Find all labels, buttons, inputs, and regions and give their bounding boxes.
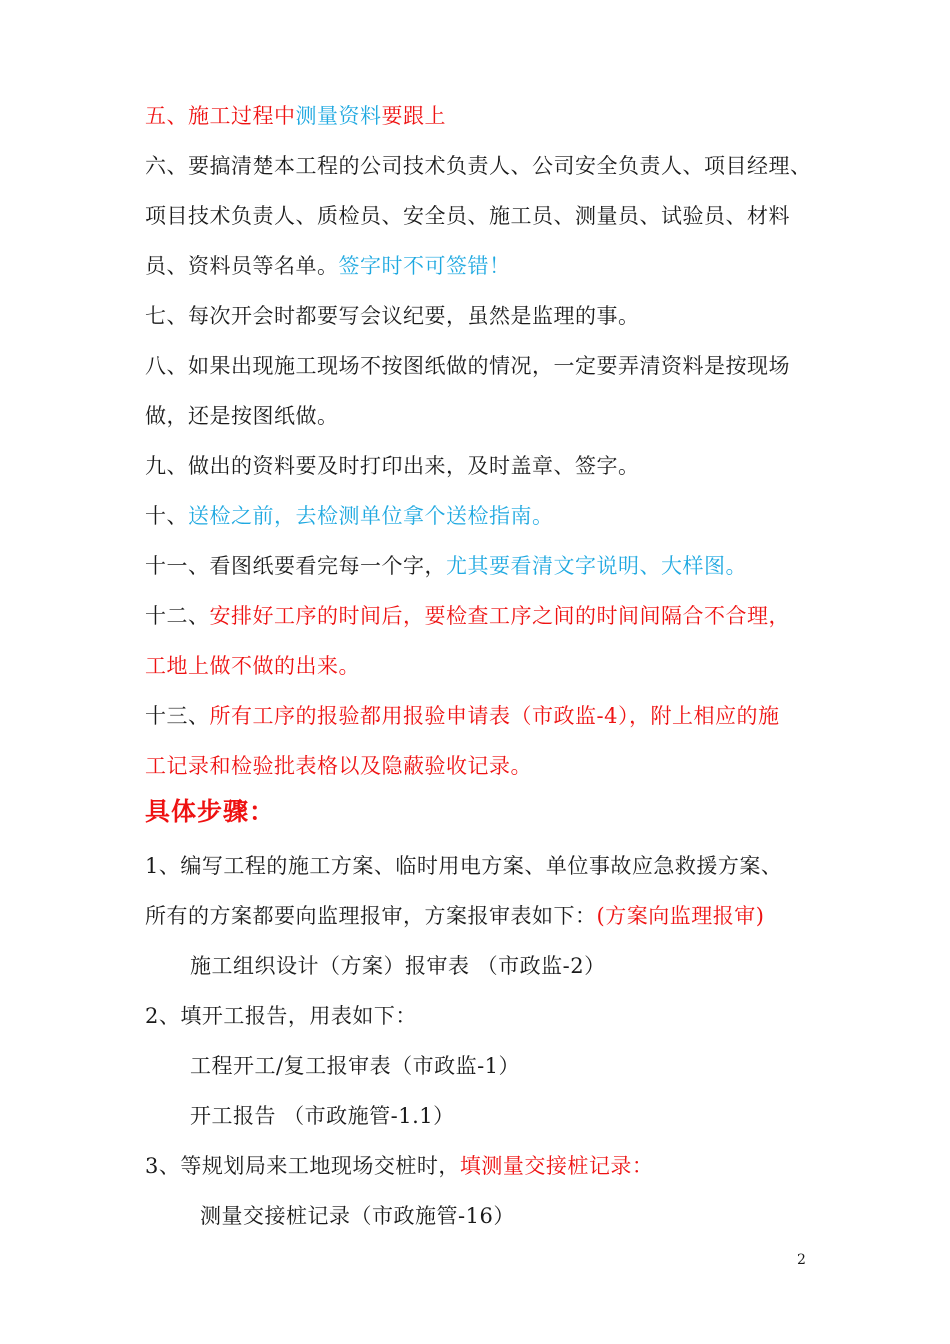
item-eight-text2: 做，还是按图纸做。 (145, 404, 339, 428)
item-nine (145, 452, 640, 480)
item-six-line1 (145, 152, 812, 180)
step-two-form2-text: 开工报告 （市政施管-1.1） (190, 1104, 455, 1128)
step-two-form1-text: 工程开工/复工报审表（市政监-1） (190, 1054, 521, 1078)
item-eleven (145, 552, 747, 580)
item-thirteen-text2: 工记录和检验批表格以及隐蔽验收记录。 (145, 754, 532, 778)
step-one-form-text: 施工组织设计（方案）报审表 （市政监-2） (190, 954, 606, 978)
item-eight-line2 (145, 402, 339, 430)
item-ten-highlight: 送检之前，去检测单位拿个送检指南。 (188, 504, 554, 528)
item-nine-text: 九、做出的资料要及时打印出来，及时盖章、签字。 (145, 454, 640, 478)
item-five-tail: 要跟上 (381, 104, 446, 128)
item-thirteen-line1 (145, 702, 779, 730)
item-six-text2: 项目技术负责人、质检员、安全员、施工员、测量员、试验员、材料 (145, 204, 790, 228)
item-eleven-highlight: 尤其要看清文字说明、大样图。 (446, 554, 747, 578)
item-thirteen-line2 (145, 752, 532, 780)
step-three-lead: 3、等规划局来工地现场交桩时， (145, 1154, 460, 1178)
step-one-line2 (145, 902, 764, 930)
step-three-form-text: 测量交接桩记录（市政施管-16） (200, 1204, 515, 1228)
section-heading: 具体步骤： (145, 797, 276, 826)
item-thirteen-highlight: 所有工序的报验都用报验申请表（市政监-4），附上相应的施 (209, 704, 780, 728)
item-six-text3: 员、资料员等名单。 (145, 254, 339, 278)
step-two (145, 1002, 417, 1030)
step-one-form (190, 952, 606, 980)
item-twelve-highlight: 安排好工序的时间后，要检查工序之间的时间间隔合不合理， (209, 604, 790, 628)
item-six-warning: 签字时不可签错！ (338, 254, 511, 278)
item-eleven-lead: 十一、看图纸要看完每一个字， (145, 554, 446, 578)
step-two-form1 (190, 1052, 520, 1080)
item-five (145, 102, 446, 130)
step-two-text: 2、填开工报告，用表如下： (145, 1004, 417, 1028)
page-number: 2 (797, 1252, 806, 1268)
item-ten (145, 502, 554, 530)
item-seven (145, 302, 640, 330)
item-eight-line1 (145, 352, 790, 380)
item-twelve-line2 (145, 652, 360, 680)
step-one-note: (方案向监理报审) (596, 904, 765, 928)
step-three-highlight: 填测量交接桩记录： (459, 1154, 654, 1178)
step-three (145, 1152, 653, 1180)
item-six-text1: 六、要搞清楚本工程的公司技术负责人、公司安全负责人、项目经理、 (145, 154, 812, 178)
item-six-line3 (145, 252, 511, 280)
item-seven-text: 七、每次开会时都要写会议纪要，虽然是监理的事。 (145, 304, 640, 328)
item-twelve-line1 (145, 602, 790, 630)
item-five-highlight: 测量资料 (295, 104, 382, 128)
item-six-line2 (145, 202, 790, 230)
step-one-text1: 1、编写工程的施工方案、临时用电方案、单位事故应急救援方案、 (145, 854, 783, 878)
item-twelve-lead: 十二、 (145, 604, 210, 628)
item-thirteen-lead: 十三、 (145, 704, 210, 728)
step-two-form2 (190, 1102, 455, 1130)
step-three-form (200, 1202, 515, 1230)
item-ten-lead: 十、 (145, 504, 188, 528)
item-eight-text1: 八、如果出现施工现场不按图纸做的情况，一定要弄清资料是按现场 (145, 354, 790, 378)
step-one-text2: 所有的方案都要向监理报审，方案报审表如下： (145, 904, 597, 928)
item-twelve-text2: 工地上做不做的出来。 (145, 654, 360, 678)
step-one-line1 (145, 852, 782, 880)
item-five-lead: 五、施工过程中 (145, 104, 296, 128)
